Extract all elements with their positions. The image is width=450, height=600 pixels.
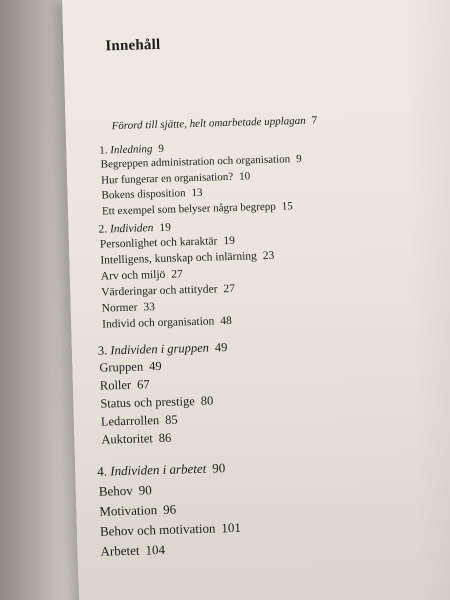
entry-text: Auktoritet bbox=[101, 431, 153, 447]
page-number: 19 bbox=[223, 234, 236, 248]
preface-entry bbox=[111, 115, 317, 133]
toc-entry bbox=[100, 394, 213, 412]
entry-text: Ledarrollen bbox=[100, 413, 160, 429]
page-number: 86 bbox=[158, 430, 172, 446]
page-number: 27 bbox=[223, 282, 236, 296]
chapter-heading bbox=[98, 340, 228, 359]
chapter-heading bbox=[99, 143, 164, 157]
toc-entry bbox=[99, 482, 152, 499]
entry-text: Arv och miljö bbox=[100, 268, 166, 283]
page-number: 9 bbox=[158, 142, 165, 155]
entry-text: Värderingar och attityder bbox=[101, 283, 218, 299]
entry-text: Individen bbox=[109, 222, 154, 236]
page-number: 19 bbox=[159, 221, 172, 234]
page-number: 15 bbox=[281, 199, 293, 213]
chapter-number: 2. bbox=[98, 223, 108, 236]
entry-text: Roller bbox=[99, 377, 132, 393]
entry-text: Hur fungerar en organisation? bbox=[100, 170, 234, 187]
toc-entry bbox=[102, 315, 232, 331]
page-number: 90 bbox=[212, 460, 226, 476]
entry-text: Arbetet bbox=[100, 542, 140, 559]
toc-entry bbox=[100, 520, 241, 540]
toc-entry bbox=[100, 377, 150, 393]
entry-text: Bokens disposition bbox=[101, 187, 186, 202]
toc-entry bbox=[100, 250, 274, 267]
page-number: 49 bbox=[148, 358, 162, 374]
toc-entry bbox=[99, 502, 176, 520]
toc-entry bbox=[102, 301, 156, 314]
entry-text: Individen i arbetet bbox=[110, 460, 207, 479]
entry-text: Status och prestige bbox=[100, 394, 195, 411]
entry-text: Behov bbox=[98, 482, 133, 499]
chapter-heading bbox=[98, 222, 171, 236]
page-number: 13 bbox=[191, 186, 203, 200]
toc-entry bbox=[101, 268, 183, 282]
page-number: 9 bbox=[295, 152, 302, 166]
entry-text: Inledning bbox=[110, 143, 153, 157]
page-number: 104 bbox=[145, 541, 166, 558]
entry-text: Individ och organisation bbox=[102, 315, 215, 331]
entry-text: Behov och motivation bbox=[99, 520, 216, 539]
page-number: 48 bbox=[220, 314, 233, 328]
entry-text: Personlighet och karaktär bbox=[99, 235, 218, 251]
page-number: 90 bbox=[138, 482, 152, 498]
page-number: 101 bbox=[221, 519, 242, 536]
page-number: 27 bbox=[171, 268, 183, 281]
toc-entry bbox=[101, 170, 250, 186]
page-number: 49 bbox=[214, 340, 228, 355]
toc-entry bbox=[101, 187, 202, 202]
book-page bbox=[62, 0, 450, 600]
page-number: 23 bbox=[262, 249, 275, 263]
entry-text: Gruppen bbox=[99, 359, 144, 375]
chapter-number: 1. bbox=[99, 144, 108, 157]
page-number: 7 bbox=[311, 114, 318, 127]
page-number: 80 bbox=[200, 393, 214, 408]
entry-text: Ett exempel som belyser några begrepp bbox=[101, 200, 276, 218]
page-number: 10 bbox=[238, 169, 251, 183]
entry-text: Individen i gruppen bbox=[110, 340, 210, 358]
entry-text: Begreppen administration och organisation bbox=[100, 153, 291, 171]
chapter-heading bbox=[97, 460, 225, 480]
entry-text: Motivation bbox=[99, 502, 158, 519]
entry-text: Intelligens, kunskap och inlärning bbox=[100, 250, 257, 267]
chapter-number: 3. bbox=[97, 343, 108, 358]
toc-entry bbox=[102, 200, 293, 217]
table-of-contents bbox=[62, 0, 450, 600]
toc-entry bbox=[101, 413, 178, 430]
page-number: 33 bbox=[143, 301, 156, 314]
toc-entry bbox=[100, 542, 165, 560]
page-number: 67 bbox=[136, 377, 150, 392]
toc-entry bbox=[101, 283, 235, 299]
entry-text: Normer bbox=[101, 301, 138, 315]
toc-entry bbox=[99, 359, 162, 376]
toc-entry bbox=[101, 431, 171, 448]
chapter-number: 4. bbox=[97, 463, 108, 479]
page-title: Innehåll bbox=[105, 36, 161, 55]
page-number: 96 bbox=[162, 501, 177, 517]
entry-text: Förord till sjätte, helt omarbetade upplagan bbox=[111, 114, 306, 133]
toc-entry bbox=[100, 235, 235, 251]
page-number: 85 bbox=[164, 412, 178, 427]
